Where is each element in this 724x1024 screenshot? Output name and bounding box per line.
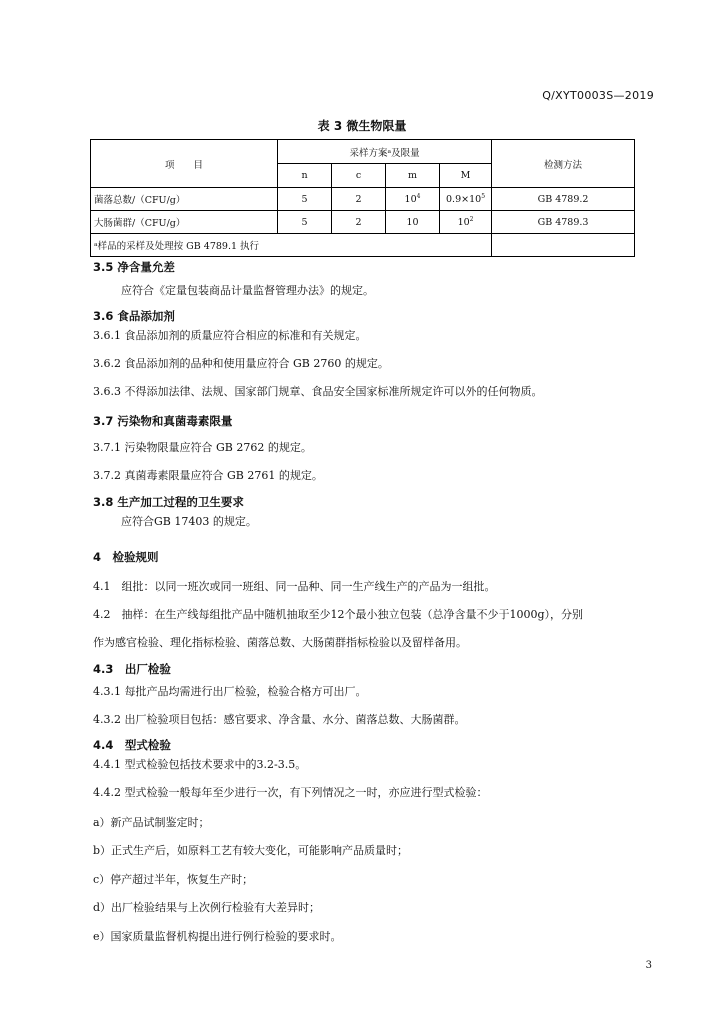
list-item-c: c）停产超过半年，恢复生产时； [93, 873, 254, 886]
line-3-7-2: 3.7.2 真菌毒素限量应符合 GB 2761 的规定。 [93, 469, 323, 482]
row-n: 5 [278, 211, 332, 234]
row-method: GB 4789.3 [492, 211, 635, 234]
line-3-7: 3.7 污染物和真菌毒素限量 [93, 414, 233, 428]
line-4-4-2: 4.4.2 型式检验一般每年至少进行一次，有下列情况之一时，亦应进行型式检验： [93, 786, 488, 799]
table-caption: 表 3 微生物限量 [317, 119, 407, 133]
line-3-7-1: 3.7.1 污染物限量应符合 GB 2762 的规定。 [93, 441, 312, 454]
table-row [91, 211, 635, 234]
line-4-3: 4.3 出厂检验 [93, 662, 171, 676]
line-3-5: 3.5 净含量允差 [93, 260, 175, 274]
section-4-heading: 4 检验规则 [93, 550, 159, 564]
row-m: $10^4$ [386, 188, 440, 211]
microbial-limit-table [90, 139, 635, 257]
row-m: 10 [386, 211, 440, 234]
line-4-2: 4.2 抽样：在生产线每组批产品中随机抽取至少12个最小独立包装（总净含量不少于1000g），分别 [93, 608, 584, 621]
list-item-a: a）新产品试制鉴定时； [93, 816, 210, 829]
line-3-8-text: 应符合GB 17403 的规定。 [121, 515, 257, 528]
line-4-3-1: 4.3.1 每批产品均需进行出厂检验，检验合格方可出厂。 [93, 685, 367, 698]
row-M: $0.9\times 10^5$ [440, 188, 492, 211]
row-n: 5 [278, 188, 332, 211]
table-row [91, 188, 635, 211]
row-c: 2 [332, 211, 386, 234]
table-footnote: ᵃ样品的采样及处理按 GB 4789.1 执行 [91, 234, 492, 257]
row-M: $10^2$ [440, 211, 492, 234]
line-4-3-2: 4.3.2 出厂检验项目包括：感官要求、净含量、水分、菌落总数、大肠菌群。 [93, 713, 466, 726]
header-n: n [278, 164, 332, 188]
row-c: 2 [332, 188, 386, 211]
table-footnote-empty [492, 234, 635, 257]
list-item-b: b）正式生产后，如原料工艺有较大变化，可能影响产品质量时； [93, 844, 409, 857]
line-4-4-1: 4.4.1 型式检验包括技术要求中的3.2-3.5。 [93, 758, 307, 771]
line-3-8: 3.8 生产加工过程的卫生要求 [93, 495, 244, 509]
list-item-e: e）国家质量监督机构提出进行例行检验的要求时。 [93, 930, 342, 943]
line-3-6: 3.6 食品添加剂 [93, 309, 175, 323]
header-item: 项 目 [91, 140, 278, 188]
header-c: c [332, 164, 386, 188]
line-4-1: 4.1 组批：以同一班次或同一班组、同一品种、同一生产线生产的产品为一组批。 [93, 580, 496, 593]
list-item-d: d）出厂检验结果与上次例行检验有大差异时； [93, 901, 321, 914]
header-sampling-plan: 采样方案ᵃ及限量 [278, 140, 492, 164]
row-method: GB 4789.2 [492, 188, 635, 211]
row-item: 菌落总数/（CFU/g） [91, 188, 278, 211]
header-method: 检测方法 [492, 140, 635, 188]
line-3-6-3: 3.6.3 不得添加法律、法规、国家部门规章、食品安全国家标准所规定许可以外的任何物质。 [93, 385, 543, 398]
line-4-4: 4.4 型式检验 [93, 738, 171, 752]
line-3-6-2: 3.6.2 食品添加剂的品种和使用量应符合 GB 2760 的规定。 [93, 357, 389, 370]
standard-number: Q/XYT0003S—2019 [542, 89, 654, 102]
header-M: M [440, 164, 492, 188]
line-3-6-1: 3.6.1 食品添加剂的质量应符合相应的标准和有关规定。 [93, 329, 367, 342]
line-4-2-cont: 作为感官检验、理化指标检验、菌落总数、大肠菌群指标检验以及留样备用。 [93, 636, 467, 649]
header-m: m [386, 164, 440, 188]
page-number: 3 [645, 960, 652, 971]
line-3-5-text: 应符合《定量包装商品计量监督管理办法》的规定。 [121, 284, 374, 297]
row-item: 大肠菌群/（CFU/g） [91, 211, 278, 234]
